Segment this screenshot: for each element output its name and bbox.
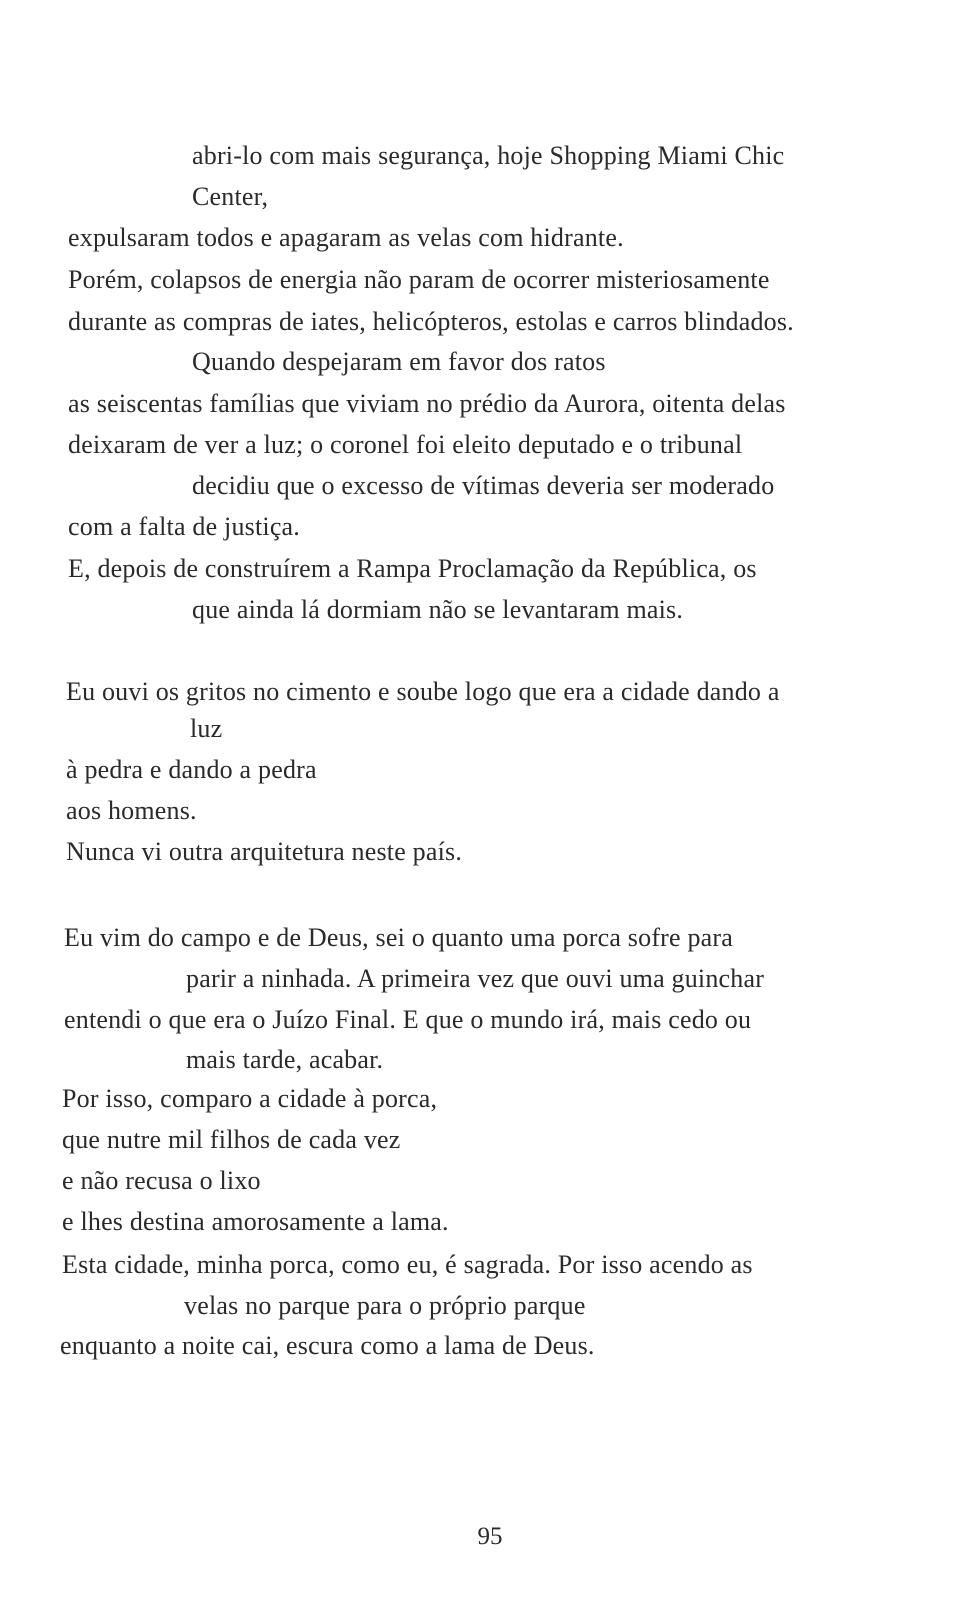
poem-line: luz [190, 714, 223, 743]
poem-line: que nutre mil filhos de cada vez [62, 1125, 401, 1154]
poem-line: expulsaram todos e apagaram as velas com hidrante. [68, 223, 624, 252]
poem-line: Eu vim do campo e de Deus, sei o quanto uma porca sofre para [64, 923, 734, 952]
poem-line: mais tarde, acabar. [186, 1045, 384, 1074]
poem-line: e lhes destina amorosamente a lama. [62, 1207, 449, 1236]
poem-line: aos homens. [66, 796, 197, 825]
poem-line: Porém, colapsos de energia não param de ocorrer misteriosamente [68, 265, 770, 294]
poem-line: Eu ouvi os gritos no cimento e soube logo que era a cidade dando a [66, 677, 780, 706]
poem-line: abri-lo com mais segurança, hoje Shopping Miami Chic [192, 141, 785, 170]
poem-line: durante as compras de iates, helicópteros, estolas e carros blindados. [68, 307, 794, 336]
poem-line: à pedra e dando a pedra [66, 755, 317, 784]
page-number: 95 [477, 1523, 503, 1550]
poem-line: entendi o que era o Juízo Final. E que o mundo irá, mais cedo ou [64, 1005, 752, 1034]
poem-line: velas no parque para o próprio parque [184, 1291, 586, 1320]
poem-line: decidiu que o excesso de vítimas deveria ser moderado [192, 471, 775, 500]
poem-line: parir a ninhada. A primeira vez que ouvi uma guinchar [186, 964, 765, 993]
poem-line: Esta cidade, minha porca, como eu, é sagrada. Por isso acendo as [62, 1250, 753, 1279]
poem-line: as seiscentas famílias que viviam no prédio da Aurora, oitenta delas [68, 389, 786, 418]
poem-line: deixaram de ver a luz; o coronel foi eleito deputado e o tribunal [68, 430, 743, 459]
poem-line: Nunca vi outra arquitetura neste país. [66, 837, 463, 866]
poem-line: enquanto a noite cai, escura como a lama de Deus. [60, 1331, 595, 1360]
poem-line: E, depois de construírem a Rampa Proclamação da República, os [68, 554, 757, 583]
poem-line: Quando despejaram em favor dos ratos [192, 347, 606, 376]
poem-line: Por isso, comparo a cidade à porca, [62, 1084, 438, 1113]
poem-line: e não recusa o lixo [62, 1166, 261, 1195]
poem-line: que ainda lá dormiam não se levantaram mais. [192, 595, 684, 624]
poem-line: Center, [192, 182, 269, 211]
poem-line: com a falta de justiça. [68, 512, 300, 541]
